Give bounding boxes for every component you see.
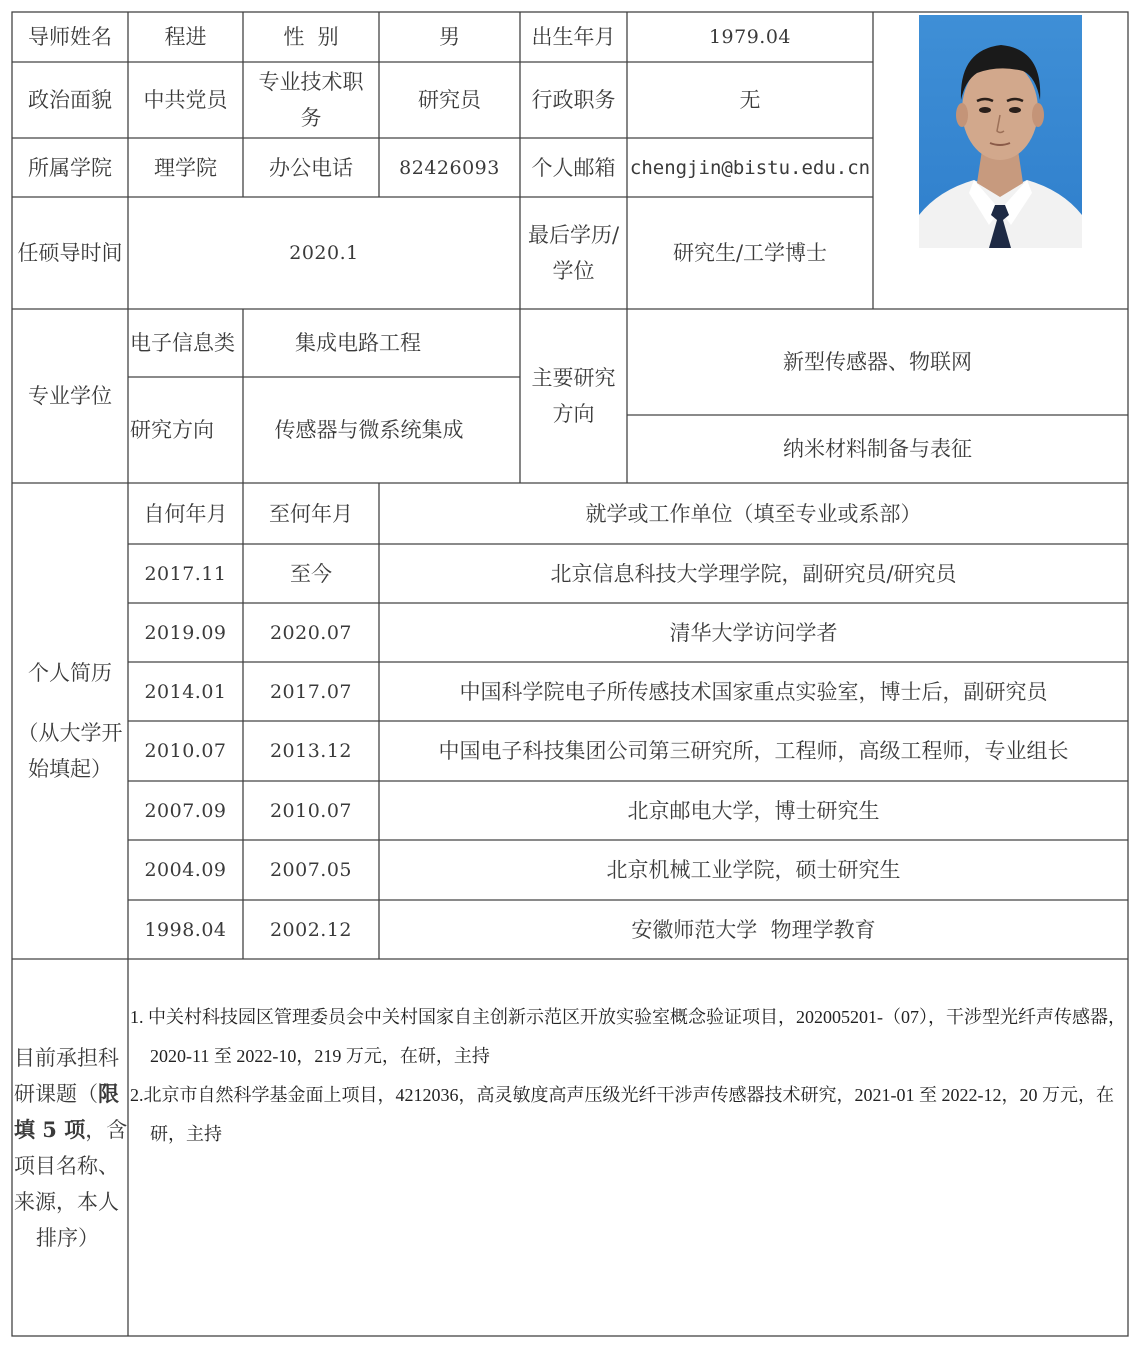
tutor-photo <box>919 15 1082 248</box>
college-label: 所属学院 <box>28 155 112 180</box>
resume-header-to: 至何年月 <box>269 501 353 526</box>
direction-label: 研究方向 <box>130 418 214 442</box>
main-direction-label-line1: 主要研究 <box>531 366 616 390</box>
admin-value: 无 <box>739 88 761 112</box>
birth-value: 1979.04 <box>708 26 792 48</box>
college-value: 理学院 <box>154 155 217 180</box>
title-label-line2: 务 <box>300 106 322 130</box>
projects-list <box>130 998 1130 1154</box>
projects-label-line2-bold: 限 <box>98 1080 119 1106</box>
major-label: 专业学位 <box>28 384 112 408</box>
resume-label-line1: 个人简历 <box>28 661 112 685</box>
resume-from: 2019.09 <box>144 621 227 644</box>
title-label <box>243 62 379 138</box>
email-value: chengjin@bistu.edu.cn <box>629 156 871 179</box>
projects-label-line2 <box>14 1076 119 1112</box>
resume-header-unit: 就学或工作单位（填至专业或系部） <box>585 501 922 526</box>
projects-label-line6: 排序） <box>36 1225 99 1250</box>
project-item: 2.北京市自然科学基金面上项目，4212036，高灵敏度高声压级光纤干涉声传感器技术研究，2021-01 至 2022-12，20 万元，在研，主持 <box>130 1085 1114 1144</box>
resume-from: 2010.07 <box>144 740 227 762</box>
resume-header-from: 自何年月 <box>143 501 228 526</box>
resume-from: 2004.09 <box>144 859 227 881</box>
degree-label-line1: 最后学历/ <box>527 223 620 247</box>
resume-to: 2017.07 <box>269 680 353 703</box>
name-label: 导师姓名 <box>28 25 112 49</box>
resume-unit: 安徽师范大学 物理学教育 <box>631 917 876 942</box>
projects-label-line2-text: 研课题（ <box>14 1081 98 1106</box>
resume-label <box>12 483 128 959</box>
politics-label: 政治面貌 <box>28 88 112 112</box>
resume-to: 至今 <box>290 561 332 586</box>
direction-value: 传感器与微系统集成 <box>274 418 464 442</box>
supervisor-since-value: 2020.1 <box>289 242 359 264</box>
resume-to: 2007.05 <box>269 859 353 881</box>
phone-label: 办公电话 <box>269 155 353 180</box>
supervisor-since-label: 任硕导时间 <box>17 241 123 265</box>
projects-label-line3-text: ，含 <box>85 1117 128 1142</box>
projects-label-line3 <box>14 1112 127 1148</box>
portrait-image <box>919 15 1082 248</box>
resume-to: 2010.07 <box>269 799 353 822</box>
politics-value: 中共党员 <box>143 88 228 112</box>
email-label: 个人邮箱 <box>531 155 616 180</box>
main-direction-label <box>520 309 627 483</box>
resume-unit: 清华大学访问学者 <box>669 620 838 645</box>
degree-label <box>520 197 627 309</box>
resume-from: 2014.01 <box>144 680 227 703</box>
main-direction-label-line2: 方向 <box>552 402 595 426</box>
gender-label: 性 别 <box>283 25 339 49</box>
resume-unit: 北京信息科技大学理学院，副研究员/研究员 <box>550 561 957 586</box>
projects-label-line5: 来源，本人 <box>14 1189 119 1214</box>
resume-from: 2017.11 <box>144 562 227 585</box>
phone-value: 82426093 <box>399 156 500 179</box>
projects-label-line3-bold: 填 5 项 <box>14 1116 86 1142</box>
resume-from: 2007.09 <box>144 799 227 822</box>
resume-unit: 中国科学院电子所传感技术国家重点实验室，博士后，副研究员 <box>459 679 1048 704</box>
resume-unit: 北京邮电大学，博士研究生 <box>627 798 880 823</box>
name-value: 程进 <box>164 25 207 49</box>
title-label-line1: 专业技术职 <box>258 70 364 94</box>
resume-to: 2002.12 <box>269 918 353 941</box>
main-direction-2: 纳米材料制备与表征 <box>783 437 972 461</box>
major-category: 电子信息类 <box>130 331 235 355</box>
degree-label-line2: 学位 <box>552 259 595 283</box>
gender-value: 男 <box>439 25 460 49</box>
major-field: 集成电路工程 <box>295 331 421 355</box>
resume-to: 2020.07 <box>269 621 353 644</box>
birth-label: 出生年月 <box>531 25 616 49</box>
resume-unit: 北京机械工业学院，硕士研究生 <box>606 858 901 882</box>
degree-value: 研究生/工学博士 <box>672 241 828 265</box>
resume-to: 2013.12 <box>269 740 353 762</box>
resume-label-line2: （从大学开 <box>17 721 123 745</box>
resume-unit: 中国电子科技集团公司第三研究所，工程师，高级工程师，专业组长 <box>438 739 1069 763</box>
projects-label-line1: 目前承担科 <box>14 1045 119 1070</box>
resume-label-line3: 始填起） <box>28 757 112 781</box>
project-item: 1. 中关村科技园区管理委员会中关村国家自主创新示范区开放实验室概念验证项目，202005201-（07），干涉型光纤声传感器，2020-11 至 2022-10，219 万元，在研，主持 <box>130 1007 1126 1066</box>
main-direction-1: 新型传感器、物联网 <box>783 350 972 374</box>
admin-label: 行政职务 <box>531 88 616 112</box>
title-value: 研究员 <box>418 88 481 112</box>
projects-label <box>12 959 128 1336</box>
resume-from: 1998.04 <box>144 918 227 941</box>
projects-label-line4: 项目名称、 <box>14 1153 119 1178</box>
